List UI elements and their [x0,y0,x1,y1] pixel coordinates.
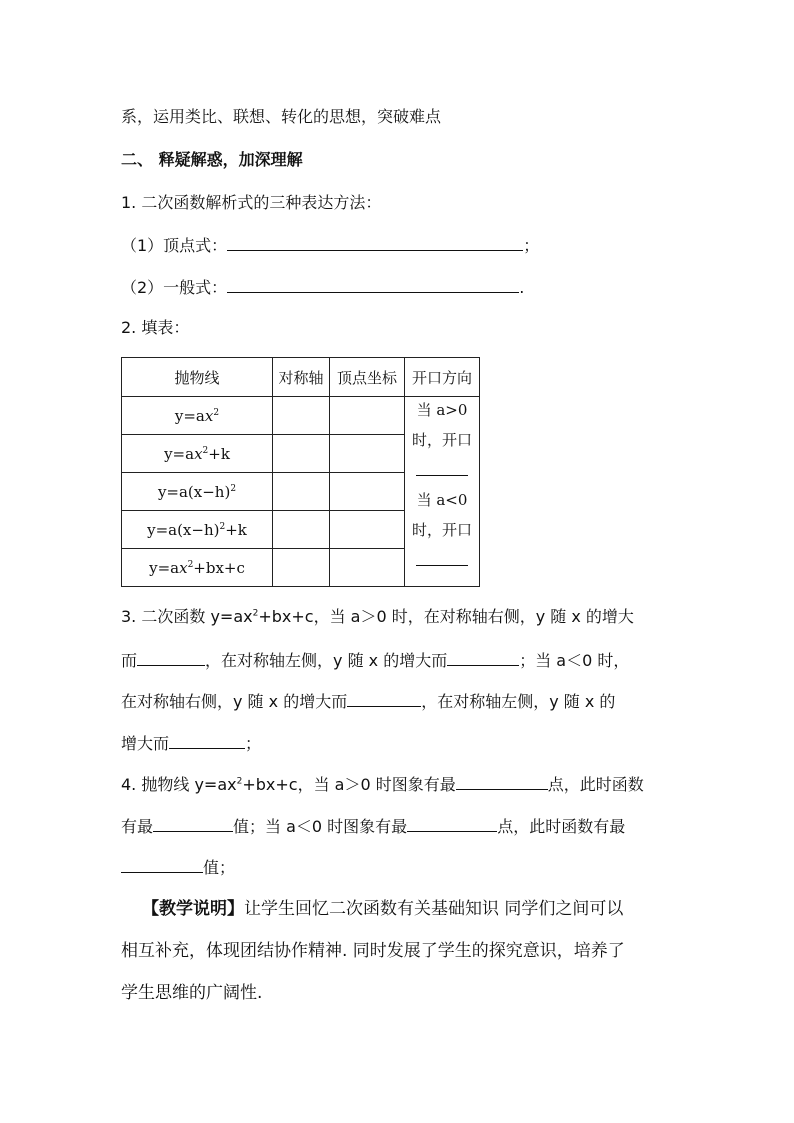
formula-cell: $y=a(x-h)^2$ [122,473,273,511]
answer-blank[interactable] [447,651,519,666]
header-cell: 抛物线 [122,358,273,397]
teaching-note-line-3: 学生思维的广阔性. [121,983,263,1003]
answer-cell[interactable] [330,549,405,587]
question-1: 1. 二次函数解析式的三种表达方法： [121,193,382,212]
table-header-row [122,358,480,397]
question-3-line-3: 在对称轴右侧，y 随 x 的增大而 ，在对称轴左侧，y 随 x 的 [121,692,616,711]
answer-blank[interactable] [137,651,205,666]
question-3-line-4: 增大而 ； [121,734,262,753]
answer-cell[interactable] [330,473,405,511]
answer-blank[interactable] [121,858,203,873]
answer-blank[interactable] [416,463,468,476]
formula-cell: $y=ax^2$ [122,397,273,435]
teaching-note-line-2: 相互补充，体现团结协作精神. 同时发展了学生的探究意识，培养了 [121,941,625,961]
question-3-line-1: 3. 二次函数 $y=ax^2+bx+c$，当 a＞0 时，在对称轴右侧，y 随 x 的增大 [121,607,634,626]
formula-cell: $y=a(x-h)^2+k$ [122,511,273,549]
answer-blank[interactable] [456,775,548,790]
answer-cell[interactable] [273,511,330,549]
answer-cell[interactable] [273,435,330,473]
question-4-line-2: 有最 值；当 a＜0 时图象有最 点，此时函数有最 [121,817,626,836]
fill-table [121,357,480,587]
answer-cell[interactable] [273,397,330,435]
answer-blank[interactable] [227,236,523,251]
answer-blank[interactable] [227,278,519,293]
formula-cell: $y=ax^2+k$ [122,435,273,473]
answer-cell[interactable] [273,549,330,587]
question-4-line-3: 值； [121,858,235,876]
text-line: 系，运用类比、联想、转化的思想，突破难点 [121,107,442,126]
question-4-line-1: 4. 抛物线 $y=ax^2+bx+c$，当 a＞0 时图象有最 点，此时函数 [121,775,644,794]
answer-blank[interactable] [169,734,245,749]
answer-blank[interactable] [153,817,233,832]
answer-blank[interactable] [416,553,468,566]
question-1b: （2）一般式： . [121,278,525,297]
question-1a: （1）顶点式： ； [121,236,540,255]
answer-cell[interactable] [330,435,405,473]
header-cell: 对称轴 [273,358,330,397]
section-heading: 二、 释疑解惑，加深理解 [121,150,303,169]
answer-cell[interactable] [273,473,330,511]
answer-blank[interactable] [347,692,421,707]
answer-blank[interactable] [407,817,497,832]
table-row [122,397,480,435]
opening-direction-cell: 当 a>0 时，开口 当 a<0 时，开口 [405,397,480,587]
question-3-line-2: 而 ，在对称轴左侧，y 随 x 的增大而 ；当 a＜0 时， [121,651,630,670]
question-2: 2. 填表： [121,318,190,337]
answer-cell[interactable] [330,397,405,435]
header-cell: 顶点坐标 [330,358,405,397]
header-cell: 开口方向 [405,358,480,397]
teaching-note-line-1: 【教学说明】让学生回忆二次函数有关基础知识 同学们之间可以 [142,899,624,919]
formula-cell: $y=ax^2+bx+c$ [122,549,273,587]
answer-cell[interactable] [330,511,405,549]
